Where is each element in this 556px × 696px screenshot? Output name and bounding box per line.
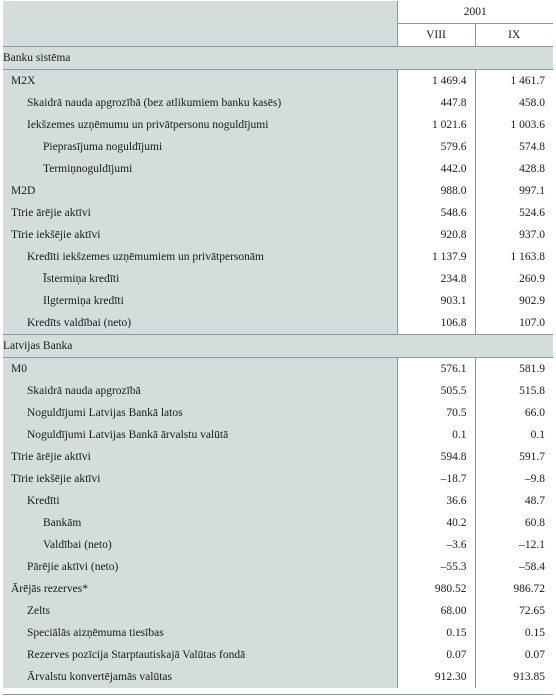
row-label: Bankām <box>3 512 397 534</box>
row-label: Ārvalstu konvertējamās valūtas <box>3 666 397 688</box>
row-label: Tīrie iekšējie aktīvi <box>3 468 397 490</box>
row-label: Termiņnoguldījumi <box>3 158 397 180</box>
value-viii: –18.7 <box>397 468 475 490</box>
header-blank <box>3 24 397 47</box>
row-label: Kredīts valdībai (neto) <box>3 312 397 335</box>
table-row <box>3 424 553 446</box>
table-row <box>3 136 553 158</box>
value-viii: 576.1 <box>397 358 475 381</box>
value-viii: 988.0 <box>397 180 475 202</box>
value-ix: 0.1 <box>475 424 553 446</box>
value-viii: 1 137.9 <box>397 246 475 268</box>
value-ix: 458.0 <box>475 92 553 114</box>
table-row <box>3 180 553 202</box>
value-ix: 986.72 <box>475 578 553 600</box>
row-label: Noguldījumi Latvijas Bankā latos <box>3 402 397 424</box>
value-ix: 48.7 <box>475 490 553 512</box>
header-month-row <box>3 24 553 47</box>
row-label: Pārējie aktīvi (neto) <box>3 556 397 578</box>
header-year: 2001 <box>397 1 553 24</box>
table-row <box>3 92 553 114</box>
table-row <box>3 268 553 290</box>
value-ix: 260.9 <box>475 268 553 290</box>
row-label: Tīrie ārējie aktīvi <box>3 202 397 224</box>
value-viii: 920.8 <box>397 224 475 246</box>
value-ix: 107.0 <box>475 312 553 335</box>
table-row <box>3 380 553 402</box>
value-ix: 1 163.8 <box>475 246 553 268</box>
table-body <box>3 1 553 688</box>
value-viii: 70.5 <box>397 402 475 424</box>
value-viii: 0.07 <box>397 644 475 666</box>
value-ix: 428.8 <box>475 158 553 180</box>
value-viii: 106.8 <box>397 312 475 335</box>
value-ix: 1 461.7 <box>475 70 553 93</box>
section-header <box>3 47 553 70</box>
table-row <box>3 358 553 381</box>
row-label: Pieprasījuma noguldījumi <box>3 136 397 158</box>
row-label: M2X <box>3 70 397 93</box>
row-label: Speciālās aizņēmuma tiesības <box>3 622 397 644</box>
table-row <box>3 468 553 490</box>
value-viii: 548.6 <box>397 202 475 224</box>
table-row <box>3 578 553 600</box>
value-viii: 447.8 <box>397 92 475 114</box>
table-row <box>3 534 553 556</box>
value-viii: 980.52 <box>397 578 475 600</box>
value-ix: 902.9 <box>475 290 553 312</box>
value-viii: –3.6 <box>397 534 475 556</box>
value-ix: 1 003.6 <box>475 114 553 136</box>
value-viii: 903.1 <box>397 290 475 312</box>
value-viii: 1 469.4 <box>397 70 475 93</box>
section-title: Latvijas Banka <box>3 335 553 358</box>
value-ix: –9.8 <box>475 468 553 490</box>
table-row <box>3 512 553 534</box>
value-viii: 0.15 <box>397 622 475 644</box>
section-title: Banku sistēma <box>3 47 553 70</box>
value-ix: 0.07 <box>475 644 553 666</box>
value-viii: 505.5 <box>397 380 475 402</box>
value-ix: 524.6 <box>475 202 553 224</box>
value-viii: 40.2 <box>397 512 475 534</box>
row-label: Valdībai (neto) <box>3 534 397 556</box>
value-ix: 60.8 <box>475 512 553 534</box>
row-label: Zelts <box>3 600 397 622</box>
row-label: Kredīti iekšzemes uzņēmumiem un privātpersonām <box>3 246 397 268</box>
table-row <box>3 666 553 688</box>
table-row <box>3 290 553 312</box>
row-label: Rezerves pozīcija Starptautiskajā Valūtas fondā <box>3 644 397 666</box>
table-row <box>3 312 553 335</box>
value-ix: 937.0 <box>475 224 553 246</box>
header-year-row <box>3 1 553 24</box>
row-label: Skaidrā nauda apgrozībā (bez atlikumiem banku kasēs) <box>3 92 397 114</box>
value-ix: 574.8 <box>475 136 553 158</box>
value-ix: 515.8 <box>475 380 553 402</box>
row-label: Ārējās rezerves* <box>3 578 397 600</box>
value-ix: 913.85 <box>475 666 553 688</box>
monetary-table <box>3 1 553 688</box>
row-label: Skaidrā nauda apgrozībā <box>3 380 397 402</box>
row-label: Īstermiņa kredīti <box>3 268 397 290</box>
header-month-viii: VIII <box>397 24 475 47</box>
value-viii: 36.6 <box>397 490 475 512</box>
value-viii: 0.1 <box>397 424 475 446</box>
value-ix: 66.0 <box>475 402 553 424</box>
table-row <box>3 114 553 136</box>
table-row <box>3 158 553 180</box>
value-ix: 591.7 <box>475 446 553 468</box>
value-viii: 912.30 <box>397 666 475 688</box>
table-row <box>3 622 553 644</box>
value-viii: 594.8 <box>397 446 475 468</box>
table-row <box>3 70 553 93</box>
header-blank <box>3 1 397 24</box>
header-month-ix: IX <box>475 24 553 47</box>
table-row <box>3 402 553 424</box>
table-row <box>3 246 553 268</box>
table-row <box>3 644 553 666</box>
value-viii: –55.3 <box>397 556 475 578</box>
row-label: M2D <box>3 180 397 202</box>
value-ix: 72.65 <box>475 600 553 622</box>
table-row <box>3 446 553 468</box>
value-ix: 997.1 <box>475 180 553 202</box>
table-row <box>3 202 553 224</box>
row-label: M0 <box>3 358 397 381</box>
table-row <box>3 490 553 512</box>
value-viii: 442.0 <box>397 158 475 180</box>
value-viii: 1 021.6 <box>397 114 475 136</box>
value-viii: 68.00 <box>397 600 475 622</box>
value-viii: 234.8 <box>397 268 475 290</box>
value-ix: –12.1 <box>475 534 553 556</box>
section-header <box>3 335 553 358</box>
value-ix: –58.4 <box>475 556 553 578</box>
row-label: Tīrie iekšējie aktīvi <box>3 224 397 246</box>
value-viii: 579.6 <box>397 136 475 158</box>
row-label: Tīrie ārējie aktīvi <box>3 446 397 468</box>
value-ix: 0.15 <box>475 622 553 644</box>
row-label: Ilgtermiņa kredīti <box>3 290 397 312</box>
row-label: Iekšzemes uzņēmumu un privātpersonu noguldījumi <box>3 114 397 136</box>
row-label: Kredīti <box>3 490 397 512</box>
row-label: Noguldījumi Latvijas Bankā ārvalstu valūtā <box>3 424 397 446</box>
table-row <box>3 556 553 578</box>
table-row <box>3 224 553 246</box>
value-ix: 581.9 <box>475 358 553 381</box>
table-row <box>3 600 553 622</box>
